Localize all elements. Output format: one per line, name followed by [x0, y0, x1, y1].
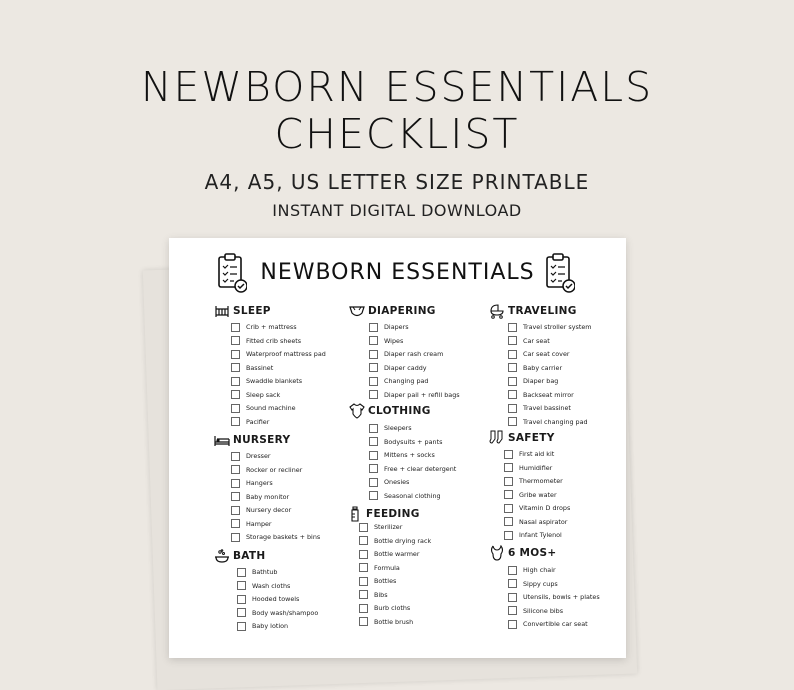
checkbox[interactable] — [508, 350, 517, 359]
checkbox[interactable] — [369, 451, 378, 460]
page-title: NEWBORN ESSENTIALS — [260, 260, 535, 285]
checklist-item[interactable]: Waterproof mattress pad — [231, 349, 326, 359]
checklist-item[interactable]: Travel bassinet — [508, 403, 571, 413]
section-title: TRAVELING — [508, 305, 577, 317]
checklist-item[interactable]: Travel stroller system — [508, 322, 592, 332]
checklist-item[interactable]: Bottle brush — [359, 617, 413, 627]
section-sleep-header — [214, 303, 271, 319]
checkbox[interactable] — [237, 622, 246, 631]
hero-subtitle: A4, A5, US LETTER SIZE PRINTABLE — [204, 170, 590, 194]
checklist-item[interactable]: Sterilizer — [359, 522, 402, 532]
hero-title-line1: NEWBORN ESSENTIALS — [140, 63, 654, 111]
checklist-item[interactable]: Sippy cups — [508, 579, 558, 589]
checkbox[interactable] — [359, 536, 368, 545]
checklist-item[interactable]: Utensils, bowls + plates — [508, 592, 600, 602]
checkbox[interactable] — [231, 452, 240, 461]
checklist-item[interactable]: Diaper pail + refill bags — [369, 390, 460, 400]
checklist-item[interactable]: Baby lotion — [237, 621, 288, 631]
checklist-item[interactable]: Swaddle blankets — [231, 376, 302, 386]
checklist-item[interactable]: Mittens + socks — [369, 450, 435, 460]
section-title: NURSERY — [233, 434, 291, 446]
checkbox[interactable] — [231, 336, 240, 345]
checkbox[interactable] — [504, 531, 513, 540]
section-traveling-header — [489, 303, 577, 319]
checkbox[interactable] — [369, 323, 378, 332]
checklist-item[interactable]: Storage baskets + bins — [231, 532, 320, 542]
checklist-page — [169, 238, 626, 658]
checklist-item[interactable]: Onesies — [369, 477, 409, 487]
checkbox[interactable] — [369, 390, 378, 399]
section-feeding-header — [347, 506, 420, 522]
checkbox[interactable] — [231, 323, 240, 332]
checkbox[interactable] — [231, 363, 240, 372]
checklist-item[interactable]: Backseat mirror — [508, 390, 574, 400]
onesie-icon — [349, 403, 365, 419]
section-clothing-header — [349, 403, 431, 419]
checklist-item[interactable]: Diapers — [369, 322, 409, 332]
checklist-item[interactable]: Bottle warmer — [359, 549, 420, 559]
checklist-item[interactable]: Crib + mattress — [231, 322, 297, 332]
checklist-item[interactable]: Vitamin D drops — [504, 503, 570, 513]
bed-icon — [214, 432, 230, 448]
checkbox[interactable] — [504, 463, 513, 472]
section-six-mos-header — [489, 545, 557, 561]
section-title: FEEDING — [366, 508, 420, 520]
checklist-item[interactable]: Wipes — [369, 336, 403, 346]
checklist-item[interactable]: Fitted crib sheets — [231, 336, 301, 346]
checklist-item[interactable]: Baby carrier — [508, 363, 562, 373]
checklist-item[interactable]: High chair — [508, 565, 556, 575]
section-diapering-header — [349, 303, 436, 319]
checkbox[interactable] — [508, 579, 517, 588]
checkbox[interactable] — [508, 363, 517, 372]
checklist-item[interactable]: Baby monitor — [231, 492, 289, 502]
checkbox[interactable] — [369, 424, 378, 433]
checklist-item[interactable]: Formula — [359, 563, 400, 573]
checkbox[interactable] — [359, 563, 368, 572]
diaper-icon — [349, 303, 365, 319]
checkbox[interactable] — [508, 336, 517, 345]
crib-icon — [214, 303, 230, 319]
checklist-item[interactable]: Dresser — [231, 451, 271, 461]
checklist-item[interactable]: Seasonal clothing — [369, 491, 441, 501]
checklist-item[interactable]: Nursery decor — [231, 505, 291, 515]
checklist-item[interactable]: Silicone bibs — [508, 606, 563, 616]
checklist-item[interactable]: Car seat — [508, 336, 550, 346]
checkbox[interactable] — [231, 519, 240, 528]
checkbox[interactable] — [508, 404, 517, 413]
checklist-item[interactable]: Travel changing pad — [508, 417, 588, 427]
section-bath-header — [214, 548, 265, 564]
checkbox[interactable] — [359, 523, 368, 532]
checkbox[interactable] — [504, 517, 513, 526]
checkbox[interactable] — [369, 464, 378, 473]
checklist-item[interactable]: Diaper rash cream — [369, 349, 443, 359]
checklist-item[interactable]: Nasal aspirator — [504, 517, 567, 527]
checklist-item[interactable]: Infant Tylenol — [504, 530, 562, 540]
hero-subtitle-download: INSTANT DIGITAL DOWNLOAD — [272, 201, 522, 220]
checkbox[interactable] — [508, 566, 517, 575]
clipboard-check-icon — [545, 252, 575, 294]
checkbox[interactable] — [231, 390, 240, 399]
section-title: BATH — [233, 550, 266, 562]
checkbox[interactable] — [504, 450, 513, 459]
section-title: 6 MOS+ — [508, 547, 557, 559]
checklist-item[interactable]: Bibs — [359, 590, 388, 600]
socks-icon — [489, 430, 505, 446]
hero-title — [0, 64, 794, 158]
checklist-item[interactable]: Sleepers — [369, 423, 412, 433]
section-title: CLOTHING — [368, 405, 431, 417]
checkbox[interactable] — [369, 491, 378, 500]
checkbox[interactable] — [237, 608, 246, 617]
checkbox[interactable] — [369, 336, 378, 345]
checkbox[interactable] — [369, 437, 378, 446]
checklist-item[interactable]: Burb cloths — [359, 603, 410, 613]
checkbox[interactable] — [359, 550, 368, 559]
checkbox[interactable] — [508, 323, 517, 332]
checklist-item[interactable]: Bodysuits + pants — [369, 437, 442, 447]
checklist-item[interactable]: Pacifier — [231, 417, 269, 427]
section-nursery-header — [214, 432, 290, 448]
checklist-item[interactable]: Hooded towels — [237, 594, 299, 604]
checkbox[interactable] — [359, 577, 368, 586]
checkbox[interactable] — [508, 606, 517, 615]
checklist-item[interactable]: Hangers — [231, 478, 273, 488]
checkbox[interactable] — [359, 617, 368, 626]
checklist-item[interactable]: Thermometer — [504, 476, 563, 486]
checklist-item[interactable]: Bassinet — [231, 363, 273, 373]
checkbox[interactable] — [237, 581, 246, 590]
checkbox[interactable] — [231, 506, 240, 515]
bib-icon — [489, 545, 505, 561]
checklist-item[interactable]: Bottle drying rack — [359, 536, 431, 546]
checkbox[interactable] — [231, 377, 240, 386]
checkbox[interactable] — [504, 477, 513, 486]
hero-title-line2: CHECKLIST — [274, 110, 520, 158]
checkbox[interactable] — [359, 604, 368, 613]
checklist-item[interactable]: Diaper caddy — [369, 363, 427, 373]
checkbox[interactable] — [237, 568, 246, 577]
checklist-item[interactable]: Hamper — [231, 519, 272, 529]
checklist-item[interactable]: Car seat cover — [508, 349, 570, 359]
checkbox[interactable] — [504, 504, 513, 513]
checklist-item[interactable]: Sound machine — [231, 403, 296, 413]
checkbox[interactable] — [231, 479, 240, 488]
checkbox[interactable] — [231, 533, 240, 542]
checkbox[interactable] — [231, 350, 240, 359]
checklist-item[interactable]: Convertible car seat — [508, 619, 588, 629]
checklist-item[interactable]: Changing pad — [369, 376, 428, 386]
checkbox[interactable] — [231, 465, 240, 474]
checkbox[interactable] — [504, 490, 513, 499]
checkbox[interactable] — [369, 478, 378, 487]
checklist-item[interactable]: Wash cloths — [237, 581, 290, 591]
checkbox[interactable] — [369, 350, 378, 359]
checkbox[interactable] — [508, 593, 517, 602]
checkbox[interactable] — [508, 390, 517, 399]
checkbox[interactable] — [231, 404, 240, 413]
checklist-item[interactable]: Bathtub — [237, 567, 277, 577]
checklist-item[interactable]: Bottles — [359, 576, 396, 586]
section-title: SAFETY — [508, 432, 555, 444]
checkbox[interactable] — [231, 417, 240, 426]
checklist-item[interactable]: First aid kit — [504, 449, 554, 459]
bottle-icon — [347, 506, 363, 522]
stroller-icon — [489, 303, 505, 319]
checkbox[interactable] — [231, 492, 240, 501]
section-title: SLEEP — [233, 305, 271, 317]
checklist-item[interactable]: Sleep sack — [231, 390, 280, 400]
checkbox[interactable] — [508, 377, 517, 386]
checklist-item[interactable]: Gribe water — [504, 490, 557, 500]
section-title: DIAPERING — [368, 305, 436, 317]
checklist-item[interactable]: Rocker or recliner — [231, 465, 302, 475]
checkbox[interactable] — [369, 363, 378, 372]
checklist-item[interactable]: Diaper bag — [508, 376, 558, 386]
section-safety-header — [489, 430, 555, 446]
checklist-item[interactable]: Body wash/shampoo — [237, 608, 318, 618]
checklist-item[interactable]: Free + clear detergent — [369, 464, 456, 474]
checkbox[interactable] — [237, 595, 246, 604]
checkbox[interactable] — [508, 417, 517, 426]
checkbox[interactable] — [369, 377, 378, 386]
checklist-item[interactable]: Humidifier — [504, 463, 552, 473]
checkbox[interactable] — [359, 590, 368, 599]
bathtub-icon — [214, 548, 230, 564]
checkbox[interactable] — [508, 620, 517, 629]
